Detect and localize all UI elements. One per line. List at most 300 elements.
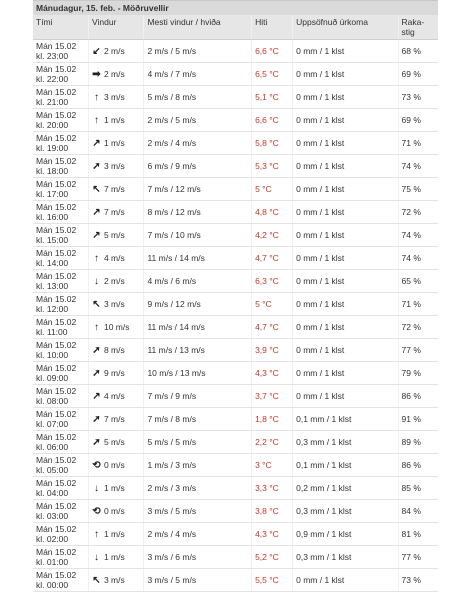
row-gust: 2 m/s / 4 m/s [147,138,197,148]
row-date: Mán 15.02 [36,156,77,166]
row-gust: 2 m/s / 5 m/s [147,115,197,125]
row-temp-cell [252,63,293,86]
row-temp: 4,3 °C [255,529,279,539]
row-temp: 5,2 °C [255,552,279,562]
row-hour: kl. 02:00 [36,534,69,544]
row-temp-cell [252,86,293,109]
row-gust-cell [144,178,252,201]
row-wind-cell [88,339,143,362]
wind-direction-arrow-icon: ↓ [93,551,99,563]
table-row [33,454,438,477]
row-wind-cell [88,201,143,224]
row-humidity: 84 % [401,506,421,516]
row-precip-cell [293,454,398,477]
row-time-cell [33,155,88,178]
row-humidity: 65 % [401,276,421,286]
row-wind-cell [88,385,143,408]
row-hour: kl. 23:00 [36,51,69,61]
row-temp: 3,8 °C [255,506,279,516]
row-gust-cell [144,293,252,316]
row-hour: kl. 03:00 [36,511,69,521]
row-precip: 0,3 mm / 1 klst [296,437,352,447]
row-temp: 5,1 °C [255,92,279,102]
row-date: Mán 15.02 [36,64,77,74]
table-row [33,247,438,270]
row-precip-cell [293,40,398,63]
row-wind-speed: 3 m/s [103,298,125,309]
row-precip-cell [293,523,398,546]
row-wind-speed: 1 m/s [103,528,125,539]
wind-direction-arrow-icon: ➡ [92,68,101,80]
row-wind-speed: 1 m/s [103,482,125,493]
row-date: Mán 15.02 [36,87,77,97]
row-hour: kl. 08:00 [36,396,69,406]
row-humidity: 71 % [401,138,421,148]
wind-direction-arrow-icon: ↓ [93,482,99,494]
row-date: Mán 15.02 [36,271,77,281]
row-gust: 3 m/s / 6 m/s [147,552,197,562]
row-precip: 0,3 mm / 1 klst [296,552,352,562]
row-hour: kl. 18:00 [36,166,69,176]
row-gust-cell [144,40,252,63]
row-hour: kl. 21:00 [36,97,69,107]
row-temp: 5,5 °C [255,575,279,585]
wind-direction-arrow-icon: ↑ [93,114,99,126]
row-gust-cell [144,109,252,132]
row-temp-cell [252,339,293,362]
row-humidity: 77 % [401,345,421,355]
row-gust-cell [144,408,252,431]
row-gust-cell [144,270,252,293]
row-humidity: 81 % [401,529,421,539]
row-wind-cell [88,477,143,500]
table-row [33,86,438,109]
row-precip-cell [293,63,398,86]
row-hour: kl. 07:00 [36,419,69,429]
row-hour: kl. 19:00 [36,143,69,153]
table-row [33,500,438,523]
row-wind-cell [88,155,143,178]
row-wind-cell [88,86,143,109]
row-humidity-cell [398,109,438,132]
row-precip: 0 mm / 1 klst [296,184,345,194]
row-hour: kl. 20:00 [36,120,69,130]
row-gust-cell [144,523,252,546]
row-wind-cell [88,40,143,63]
row-gust-cell [144,63,252,86]
row-humidity: 85 % [401,483,421,493]
row-time-cell [33,569,88,592]
wind-direction-arrow-icon: ↗ [92,137,101,149]
row-humidity: 72 % [401,207,421,217]
row-precip-cell [293,431,398,454]
row-temp: 4,2 °C [255,230,279,240]
table-row [33,132,438,155]
row-temp-cell [252,569,293,592]
row-temp-cell [252,454,293,477]
row-precip: 0 mm / 1 klst [296,322,345,332]
row-temp: 5,3 °C [255,161,279,171]
row-date: Mán 15.02 [36,317,77,327]
row-temp: 6,3 °C [255,276,279,286]
row-temp-cell [252,362,293,385]
table-row [33,477,438,500]
row-humidity: 79 % [401,368,421,378]
row-date: Mán 15.02 [36,455,77,465]
row-humidity: 74 % [401,161,421,171]
wind-direction-arrow-icon: ↑ [93,321,99,333]
row-hour: kl. 09:00 [36,373,69,383]
row-humidity-cell [398,362,438,385]
row-precip: 0 mm / 1 klst [296,368,345,378]
row-wind-cell [88,362,143,385]
row-date: Mán 15.02 [36,225,77,235]
row-time-cell [33,385,88,408]
row-precip: 0 mm / 1 klst [296,46,345,56]
row-wind-speed: 8 m/s [103,344,125,355]
row-temp-cell [252,408,293,431]
row-wind-speed: 7 m/s [103,206,125,217]
table-row [33,63,438,86]
row-precip-cell [293,270,398,293]
row-temp-cell [252,224,293,247]
row-time-cell [33,477,88,500]
row-wind-speed: 5 m/s [103,436,125,447]
row-gust: 11 m/s / 14 m/s [147,253,205,263]
row-gust: 7 m/s / 12 m/s [147,184,201,194]
row-humidity-cell [398,477,438,500]
row-time-cell [33,270,88,293]
row-time-cell [33,40,88,63]
row-gust: 5 m/s / 8 m/s [147,92,197,102]
row-time-cell [33,247,88,270]
row-wind-cell [88,569,143,592]
row-time-cell [33,63,88,86]
row-gust: 5 m/s / 5 m/s [147,437,197,447]
row-hour: kl. 17:00 [36,189,69,199]
table-row [33,201,438,224]
row-gust-cell [144,454,252,477]
table-row [33,385,438,408]
row-humidity-cell [398,270,438,293]
row-hour: kl. 04:00 [36,488,69,498]
row-date: Mán 15.02 [36,432,77,442]
row-gust-cell [144,385,252,408]
row-humidity-cell [398,40,438,63]
row-gust-cell [144,500,252,523]
row-precip: 0,1 mm / 1 klst [296,414,352,424]
row-wind-cell [88,546,143,569]
row-temp: 5 °C [255,299,272,309]
row-hour: kl. 15:00 [36,235,69,245]
row-precip-cell [293,86,398,109]
row-precip-cell [293,569,398,592]
wind-direction-arrow-icon: ↙ [92,45,101,57]
row-wind-cell [88,454,143,477]
col-header-humidity-line2: stig [401,27,415,37]
row-date: Mán 15.02 [36,501,77,511]
row-wind-cell [88,316,143,339]
row-humidity-cell [398,408,438,431]
row-humidity-cell [398,316,438,339]
row-wind-cell [88,224,143,247]
row-gust-cell [144,316,252,339]
table-row [33,109,438,132]
row-precip-cell [293,500,398,523]
row-precip: 0 mm / 1 klst [296,345,345,355]
row-hour: kl. 16:00 [36,212,69,222]
row-precip: 0 mm / 1 klst [296,207,345,217]
row-date: Mán 15.02 [36,478,77,488]
row-wind-cell [88,109,143,132]
row-temp: 1,8 °C [255,414,279,424]
row-gust: 8 m/s / 12 m/s [147,207,201,217]
row-time-cell [33,109,88,132]
row-humidity-cell [398,385,438,408]
row-precip: 0 mm / 1 klst [296,69,345,79]
row-temp-cell [252,155,293,178]
row-time-cell [33,178,88,201]
wind-direction-arrow-icon: ↑ [93,252,99,264]
table-row [33,293,438,316]
row-hour: kl. 12:00 [36,304,69,314]
row-wind-cell [88,523,143,546]
row-time-cell [33,132,88,155]
row-temp-cell [252,178,293,201]
row-precip-cell [293,178,398,201]
row-time-cell [33,201,88,224]
row-wind-speed: 2 m/s [103,68,125,79]
table-row [33,339,438,362]
row-humidity-cell [398,155,438,178]
row-time-cell [33,86,88,109]
row-temp: 3,9 °C [255,345,279,355]
row-precip: 0 mm / 1 klst [296,575,345,585]
row-gust-cell [144,362,252,385]
row-date: Mán 15.02 [36,294,77,304]
row-hour: kl. 00:00 [36,580,69,590]
row-date: Mán 15.02 [36,340,77,350]
row-gust-cell [144,86,252,109]
row-humidity: 71 % [401,299,421,309]
row-temp: 3,3 °C [255,483,279,493]
row-humidity: 86 % [401,460,421,470]
row-humidity-cell [398,132,438,155]
row-date: Mán 15.02 [36,363,77,373]
row-gust: 9 m/s / 12 m/s [147,299,201,309]
row-wind-cell [88,247,143,270]
row-hour: kl. 14:00 [36,258,69,268]
row-precip: 0 mm / 1 klst [296,161,345,171]
row-humidity: 89 % [401,437,421,447]
row-time-cell [33,293,88,316]
row-wind-speed: 0 m/s [103,459,125,470]
row-time-cell [33,224,88,247]
row-humidity-cell [398,339,438,362]
row-gust-cell [144,339,252,362]
row-humidity: 86 % [401,391,421,401]
row-gust: 10 m/s / 13 m/s [147,368,206,378]
row-wind-cell [88,270,143,293]
row-wind-speed: 10 m/s [103,321,130,332]
row-wind-speed: 7 m/s [103,183,125,194]
row-humidity: 69 % [401,115,421,125]
row-wind-speed: 1 m/s [103,137,125,148]
row-temp: 5,8 °C [255,138,279,148]
row-hour: kl. 10:00 [36,350,69,360]
row-gust: 3 m/s / 5 m/s [147,506,197,516]
row-humidity: 73 % [401,92,421,102]
row-precip-cell [293,362,398,385]
row-gust: 7 m/s / 9 m/s [147,391,197,401]
col-header-humidity [398,15,438,40]
row-gust-cell [144,201,252,224]
row-humidity-cell [398,523,438,546]
wind-direction-arrow-icon: ↗ [92,206,101,218]
row-time-cell [33,500,88,523]
row-temp-cell [252,477,293,500]
wind-direction-arrow-icon: ↓ [93,275,99,287]
wind-direction-arrow-icon: ↑ [93,91,99,103]
wind-direction-arrow-icon: ➚ [92,436,101,448]
row-gust: 7 m/s / 8 m/s [147,414,197,424]
row-humidity: 75 % [401,184,421,194]
wind-direction-arrow-icon: ↗ [92,229,101,241]
row-temp-cell [252,270,293,293]
table-row [33,523,438,546]
row-wind-speed: 0 m/s [103,505,125,516]
row-date: Mán 15.02 [36,386,77,396]
row-gust: 7 m/s / 10 m/s [147,230,201,240]
wind-direction-arrow-icon: ➚ [92,367,101,379]
row-precip: 0 mm / 1 klst [296,138,345,148]
col-header-wind: Vindur [88,15,143,40]
wind-direction-arrow-icon: ↗ [92,390,101,402]
table-header-row [33,15,438,40]
row-time-cell [33,408,88,431]
row-wind-speed: 7 m/s [103,413,125,424]
row-precip: 0,2 mm / 1 klst [296,483,352,493]
row-wind-speed: 2 m/s [103,275,125,286]
row-temp: 4,7 °C [255,253,279,263]
row-wind-cell [88,132,143,155]
row-temp: 2,2 °C [255,437,279,447]
weather-table-panel [33,0,438,592]
row-wind-cell [88,500,143,523]
row-humidity-cell [398,569,438,592]
row-hour: kl. 11:00 [36,327,68,337]
row-wind-speed: 4 m/s [103,252,125,263]
row-date: Mán 15.02 [36,248,77,258]
wind-direction-arrow-icon: ↖ [92,183,101,195]
row-temp: 6,6 °C [255,115,279,125]
row-precip-cell [293,201,398,224]
row-gust-cell [144,546,252,569]
row-temp: 4,3 °C [255,368,279,378]
row-hour: kl. 01:00 [36,557,69,567]
col-header-gust: Mesti vindur / hviða [144,15,252,40]
row-wind-speed: 3 m/s [103,160,125,171]
row-hour: kl. 06:00 [36,442,69,452]
row-date: Mán 15.02 [36,409,77,419]
row-temp-cell [252,40,293,63]
row-precip-cell [293,546,398,569]
table-row [33,40,438,63]
row-time-cell [33,362,88,385]
hourly-observations-table [33,15,438,592]
row-gust: 2 m/s / 3 m/s [147,483,197,493]
row-temp: 3,7 °C [255,391,279,401]
row-temp-cell [252,385,293,408]
row-precip: 0,3 mm / 1 klst [296,506,352,516]
table-row [33,224,438,247]
row-date: Mán 15.02 [36,570,77,580]
row-precip-cell [293,293,398,316]
wind-direction-arrow-icon: ↖ [92,298,101,310]
row-precip: 0 mm / 1 klst [296,230,345,240]
row-temp-cell [252,132,293,155]
row-gust-cell [144,569,252,592]
row-humidity: 74 % [401,253,421,263]
row-humidity-cell [398,454,438,477]
row-precip-cell [293,247,398,270]
row-date: Mán 15.02 [36,41,77,51]
table-row [33,316,438,339]
row-gust: 4 m/s / 6 m/s [147,276,197,286]
table-row [33,178,438,201]
row-precip-cell [293,385,398,408]
row-humidity-cell [398,431,438,454]
row-temp-cell [252,201,293,224]
row-gust-cell [144,224,252,247]
table-row [33,362,438,385]
table-row [33,270,438,293]
row-temp-cell [252,316,293,339]
row-wind-speed: 1 m/s [103,114,125,125]
row-gust-cell [144,155,252,178]
row-precip: 0 mm / 1 klst [296,299,345,309]
row-wind-speed: 3 m/s [103,91,125,102]
row-date: Mán 15.02 [36,110,77,120]
row-precip-cell [293,339,398,362]
row-humidity: 74 % [401,230,421,240]
row-humidity-cell [398,500,438,523]
row-hour: kl. 05:00 [36,465,69,475]
row-temp: 3 °C [255,460,272,470]
table-row [33,155,438,178]
row-humidity-cell [398,178,438,201]
row-wind-speed: 5 m/s [103,229,125,240]
row-precip-cell [293,224,398,247]
row-wind-speed: 4 m/s [103,390,125,401]
row-date: Mán 15.02 [36,133,77,143]
row-humidity: 69 % [401,69,421,79]
row-precip: 0 mm / 1 klst [296,391,345,401]
row-gust-cell [144,247,252,270]
row-humidity-cell [398,247,438,270]
row-humidity-cell [398,546,438,569]
row-temp: 4,7 °C [255,322,279,332]
row-gust-cell [144,132,252,155]
wind-direction-arrow-icon: ➚ [92,160,101,172]
row-humidity-cell [398,201,438,224]
row-wind-speed: 9 m/s [103,367,125,378]
row-precip-cell [293,132,398,155]
row-wind-cell [88,63,143,86]
col-header-precipitation: Uppsöfnuð úrkoma [293,15,398,40]
station-day-title: Mánudagur, 15. feb. - Möðruvellir [33,0,438,15]
row-temp: 6,6 °C [255,46,279,56]
